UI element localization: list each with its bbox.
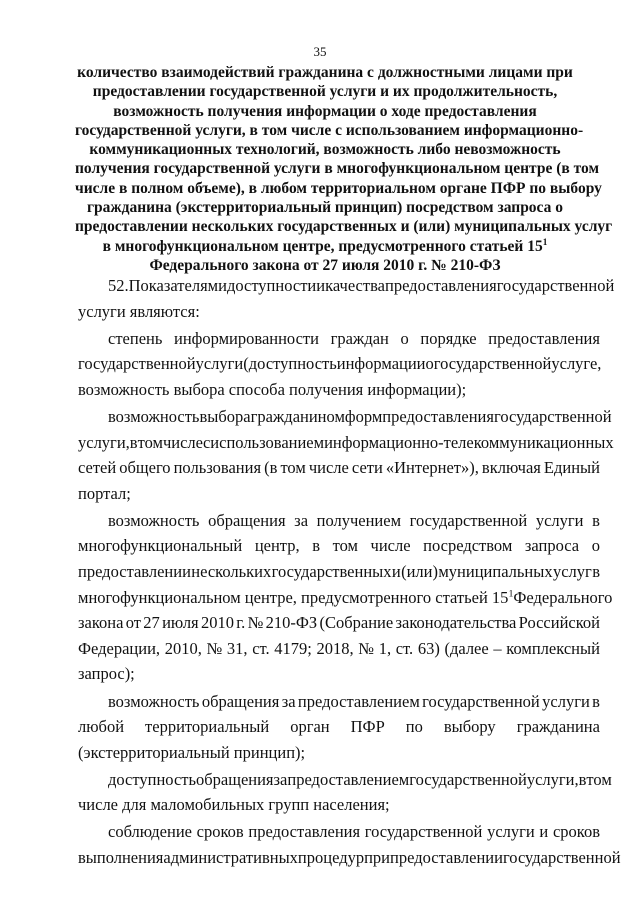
word: услуг [552,562,592,582]
word: числе [162,432,203,452]
text-line [78,533,600,559]
word: нескольких [191,562,272,582]
list-item-awareness [78,326,600,403]
word: Показателями [128,276,227,295]
word: комплексный [506,638,600,658]
word: порядке [420,328,477,348]
heading-line: предоставлении нескольких государственных и (или) муниципальных услуг [75,218,613,236]
word: граждан [330,328,389,348]
word: государственной [364,822,483,842]
page-number: 35 [313,44,327,59]
word: доступность [108,769,197,789]
word: в [129,432,138,452]
word: выбора [199,406,251,426]
list-item-form-choice [78,404,614,506]
text-line: портал; [78,483,131,503]
word: о [400,328,409,348]
word: государственной [409,769,527,789]
word: обращения [196,769,274,789]
word: выполнения [78,848,164,868]
word: (в [264,458,278,478]
text-line [78,430,614,456]
word: гражданина [516,717,600,737]
heading-line-text: в многофункциональном центре, предусмотренного статьей 15 [102,237,543,255]
word: государственной [496,276,615,295]
word: возможность [108,406,200,426]
word: июля [162,613,199,633]
word: по [405,717,423,737]
word: № [358,638,375,658]
word: предоставления [248,822,361,842]
word: том [137,432,163,452]
word: информационно-телекоммуникационных [324,432,614,452]
heading-line: числе в полном объеме), в любом территориальном органе ПФР по выбору [75,179,602,197]
word: в [312,536,320,556]
list-item-deadlines [78,819,621,870]
word: общего [119,458,171,478]
heading-line: возможность получения информации о ходе предоставления [113,102,537,120]
paragraph-52 [78,273,615,324]
word: сетей [78,458,117,478]
text-line: (экстерриториальный принцип); [78,742,306,762]
heading-line: гражданина (экстерриториальный принцип) посредством запроса о [86,199,564,217]
word: 2010 [200,613,234,633]
text-line: услуги являются: [78,301,200,321]
word: информированности [174,328,319,348]
word: в [592,691,600,711]
word: услуги [487,822,535,842]
word: за [273,769,288,789]
word: гражданином [250,406,345,426]
word: предоставления [385,276,497,295]
text-segment: многофункциональном центре, предусмотренного статьей 15 [78,587,509,607]
text-line [78,351,600,377]
word: (или) [401,562,438,582]
word: орган [290,717,330,737]
word: предоставления [488,328,600,348]
heading-line: коммуникационных технологий, возможность либо невозможность [89,141,561,159]
word: административных [163,848,298,868]
text-line: возможность выбора способа получения информации); [78,379,467,399]
word: обращения [208,510,286,530]
word: услуги [542,691,590,711]
text-segment [78,585,513,611]
word: за [294,510,309,530]
word: запроса [524,536,580,556]
word: муниципальных [438,562,553,582]
word: г. [236,613,246,633]
word: государственной [433,354,552,374]
word: 1, [378,638,392,658]
word: услуги [195,354,244,374]
text-line [78,636,600,662]
word: государственной [409,510,528,530]
word: государственной [422,691,540,711]
text-line [78,404,612,430]
word: государственных [271,562,392,582]
text-line [78,610,600,636]
word: соблюдение [108,822,192,842]
document-body [78,273,621,872]
word: услуги [535,510,584,530]
word: – [493,638,502,658]
word: сроков [196,822,244,842]
word: государственной [493,406,612,426]
word: 2018, [316,638,354,658]
word: государственной [78,354,196,374]
word: том [280,458,306,478]
word: посредством [423,536,513,556]
word: том [332,536,358,556]
word: № [206,638,223,658]
word: закона [78,613,124,633]
superscript: 1 [508,588,514,600]
list-item-accessibility [78,767,612,818]
word: качества [325,276,385,295]
heading-line: получения государственной услуги в многофункциональном центре (в том [75,160,600,178]
word: пользования [173,458,262,478]
text-line [78,714,600,740]
word: сроков [552,822,600,842]
word: информации [336,354,426,374]
word: 52. [108,276,129,295]
word: предоставлением [287,769,410,789]
text-line [78,508,600,534]
word: выбору [443,717,496,737]
text-line [78,455,600,481]
word: процедур [297,848,365,868]
word: и [539,822,549,842]
list-item-mfc [78,508,613,687]
word: Российской [518,613,600,633]
text-line: запрос); [78,664,135,684]
word: получением [316,510,402,530]
heading-line: количество взаимодействий гражданина с должностными лицами при [77,64,573,81]
text-line [78,273,615,299]
text-line [78,819,600,845]
word: форм [344,406,383,426]
word: использованием [210,432,325,452]
word: числе [370,536,411,556]
word: услуге, [551,354,602,374]
word: (Собрание [319,613,394,633]
word: предоставления [382,406,494,426]
heading-line [75,237,575,256]
text-line [78,689,600,715]
word: предоставлении [390,848,503,868]
word: сети [351,458,383,478]
word: 27 [143,613,160,633]
text-line [78,326,600,352]
text-line: числе для маломобильных групп населения; [78,795,390,815]
word: в [578,769,587,789]
text-line [78,559,600,585]
word: доступности [226,276,317,295]
word: предоставлением [297,691,420,711]
word: с [202,432,211,452]
heading-line: предоставлении государственной услуги и их продолжительность, [92,83,558,101]
list-item-extraterritorial [78,689,600,766]
word: степень [108,328,163,348]
word: за [281,691,296,711]
text-line [78,585,613,611]
word: (доступность [243,354,337,374]
word: о [425,354,434,374]
word: многофункциональный [78,536,243,556]
word: включая [481,458,541,478]
word: обращения [201,691,280,711]
word: (далее [444,638,489,658]
word: возможность [108,510,200,530]
word: 63) [417,638,440,658]
word: возможность [108,691,200,711]
word: и [391,562,401,582]
word: том [586,769,612,789]
section-heading [75,63,613,275]
word: любой [78,717,125,737]
word: центр, [254,536,300,556]
word: в [592,562,600,582]
word: законодательства [395,613,517,633]
word: услуги, [78,432,130,452]
word: территориальный [145,717,270,737]
word: о [591,536,600,556]
word: и [316,276,326,295]
text-line [78,767,612,793]
word: 210-ФЗ [265,613,318,633]
word: ст. [252,638,270,658]
word: от [125,613,141,633]
text-line [78,845,621,871]
word: при [364,848,391,868]
word: 4179; [274,638,312,658]
word: числе [308,458,349,478]
word: Федерации, [78,638,161,658]
word: услуги, [526,769,579,789]
word: ПФР [350,717,385,737]
word: предоставлении [78,562,191,582]
word: 31, [226,638,248,658]
word: «Интернет»), [385,458,479,478]
heading-line: государственной услуги, в том числе с использованием информационно- [75,121,584,139]
word: 2010, [164,638,202,658]
word: Единый [543,458,600,478]
word: № [247,613,264,633]
word: ст. [395,638,414,658]
heading-line: Федерального закона от 27 июля 2010 г. № 210-ФЗ [149,256,501,274]
superscript: 1 [542,237,548,248]
word: в [592,510,600,530]
text-segment: Федерального [513,587,613,607]
word: государственной [502,848,621,868]
